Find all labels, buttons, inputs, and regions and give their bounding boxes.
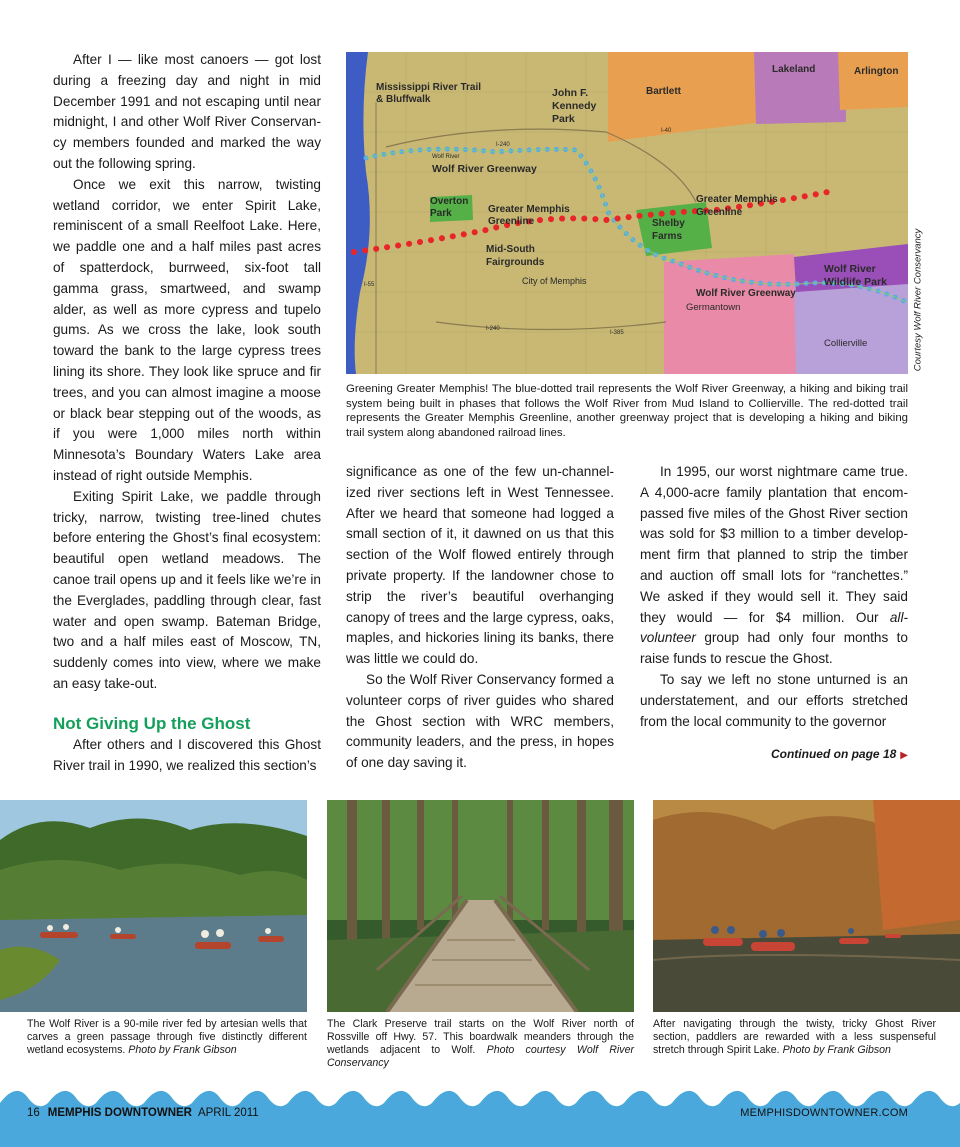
paragraph: Once we exit this narrow, twisting wetland corridor, we enter Spirit Lake, reminiscent of a small Reelfoot Lake. Here, we paddle one and a half miles past acres of spatterdock, burrweed, six-foot tall gamma grass, smartweed, and swamp alder, as well as more cypress and tupelo gums. As we cross the lake, look south toward the bank to the large cypress trees lining its shore. They look like spruce and fir trees, and you can almost imagine a moose or black bear stepping out of the woods, as if you were 1,000 miles north within Minnesota’s Boundary Waters Lake area instead of right outside Memphis. (53, 176, 321, 483)
photo-canoers-river (0, 800, 307, 1012)
photo-spirit-lake (653, 800, 960, 1012)
map-label: Mid-South (486, 244, 535, 255)
map-label: I-240 (486, 326, 500, 332)
map-label: Wolf River Greenway (432, 163, 537, 175)
photo-credit: Photo by Frank Gibson (128, 1044, 237, 1056)
paragraph: significance as one of the few un-channelized river sections left in West Tennessee. After we heard that someone had logged a small section of it, it dawned on us that this section of the Wolf flowed entirely through private property. If the landowner chose to strip the river’s beautiful overhanging canopy of trees and the large cypress, oaks, maples, and hickories lining its banks, there was little we could do. (346, 464, 614, 667)
map-label: Mississippi River Trail (376, 82, 482, 93)
footer-folio (27, 1107, 259, 1119)
article-column-middle (346, 462, 614, 774)
photo-credit: Photo courtesy Wolf River Conservancy (327, 1044, 634, 1069)
map-label: Greenline (696, 207, 743, 218)
map-label: Farms (652, 231, 683, 242)
paragraph: After I — like most canoers — got lost during a freezing day and night in mid December 1991 and not escaping until near midnight, I and other Wolf River Conservancy members founded and marked the way out the following spring. (53, 52, 321, 171)
emphasis: all-volunteer (640, 609, 908, 646)
photo-caption-1 (27, 1018, 307, 1057)
map-label: Collierville (824, 338, 868, 349)
map-label: John F. (552, 87, 589, 99)
caption-text: The Clark Preserve trail starts on the Wolf River north of Rossville off Hwy. 57. This boardwalk meanders through the wetlands adjacent to Wolf. (327, 1018, 634, 1056)
continued-text: Continued on page 18 (770, 747, 897, 762)
continued-link[interactable] (640, 744, 908, 767)
caption-text: After navigating through the twisty, tricky Ghost River section, paddlers are rewarded with a less suspenseful stretch through Spirit Lake. (653, 1018, 936, 1056)
map-label: Park (430, 208, 452, 219)
greenway-map (346, 52, 908, 374)
map-label: City of Memphis (522, 276, 587, 286)
lakeland-region (754, 52, 846, 124)
photo-boardwalk (327, 800, 634, 1012)
map-label: I-385 (610, 330, 624, 336)
map-credit-text: Courtesy Wolf River Conservancy (912, 228, 924, 372)
photo-caption-2 (327, 1018, 634, 1070)
map-label: Fairgrounds (486, 257, 545, 268)
paragraph-text: group had only four months to raise funds to rescue the Ghost. (640, 630, 908, 667)
map-label: Germantown (686, 302, 741, 313)
map-credit (911, 220, 925, 380)
map-label: Arlington (854, 66, 899, 77)
map-caption: Greening Greater Memphis! The blue-dotted trail represents the Wolf River Greenway, a hiking and biking trail system being built in phases that follows the Wolf River from Mud Island to Collierville. The red-dotted trail represents the Greater Memphis Greenline, another greenway project that is developing a hiking and biking trail system along abandoned railroad lines. (346, 383, 908, 439)
photo-credit: Photo by Frank Gibson (782, 1044, 891, 1056)
map-label: Wolf River (824, 263, 876, 275)
paragraph: After others and I discovered this Ghost River trail in 1990, we realized this section’s (53, 736, 321, 773)
arlington-region (838, 52, 908, 110)
map-label: & Bluffwalk (376, 94, 431, 105)
article-column-left (53, 50, 321, 776)
paragraph (640, 462, 908, 670)
article-column-right (640, 462, 908, 767)
magazine-name: MEMPHIS DOWNTOWNER (47, 1107, 192, 1119)
map-label: Greater Memphis (696, 194, 778, 205)
map-label: Wolf River Greenway (696, 288, 796, 299)
map-label: Kennedy (552, 100, 597, 112)
photo-caption-3 (653, 1018, 936, 1057)
caption-text: The Wolf River is a 90-mile river fed by artesian wells that carves a green passage through five distinctly different wetland ecosystems. (27, 1018, 307, 1056)
map-label: Greater Memphis (488, 204, 570, 215)
germantown-region (664, 254, 798, 374)
collierville-region (794, 277, 908, 374)
map-label: Overton (430, 196, 469, 207)
map-label: Lakeland (772, 64, 816, 75)
section-heading: Not Giving Up the Ghost (53, 713, 251, 733)
map-label: I-240 (496, 142, 510, 148)
paragraph: So the Wolf River Conservancy formed a volunteer corps of river guides who shared the Ghost section with WRC members, community leaders, and the press, in hopes of one day saving it. (346, 671, 614, 771)
map-label: Shelby (652, 218, 685, 229)
website-link[interactable]: MEMPHISDOWNTOWNER.COM (740, 1107, 908, 1119)
paragraph: To say we left no stone unturned is an understatement, and our efforts stretched from the local community to the governor (640, 671, 908, 729)
issue-date: APRIL 2011 (197, 1107, 259, 1119)
paragraph: Exiting Spirit Lake, we paddle through tricky, narrow, twisting tree-lined chutes before entering the Ghost’s final ecosystem: beautiful open wetland meadows. The canoe trail opens up and it feels like we’re in the Everglades, paddling through clear, fast water and open swamp. Bateman Bridge, two and a half miles east of Moscow, TN, suddenly comes into view, where we make an easy take-out. (53, 488, 321, 691)
map-label: Wildlife Park (824, 276, 887, 288)
map-label: I-40 (661, 128, 672, 134)
map-label: Bartlett (646, 86, 682, 97)
page-number: 16 (27, 1107, 40, 1119)
paragraph-text: In 1995, our worst nightmare came true. A 4,000-acre family plantation that encompassed five miles of the Ghost River section was sold for $3 million to a timber development firm that planned to strip the timber and auction off small lots for “ranchettes.” We asked if they would sell it. They said they would — for $4 million. Our (640, 464, 908, 625)
map-label: Greenline (488, 216, 535, 227)
map-label: Park (552, 113, 575, 125)
map-label: Wolf River (432, 154, 460, 160)
triangle-right-icon: ▶ (900, 750, 908, 762)
map-label: I-55 (364, 282, 375, 288)
